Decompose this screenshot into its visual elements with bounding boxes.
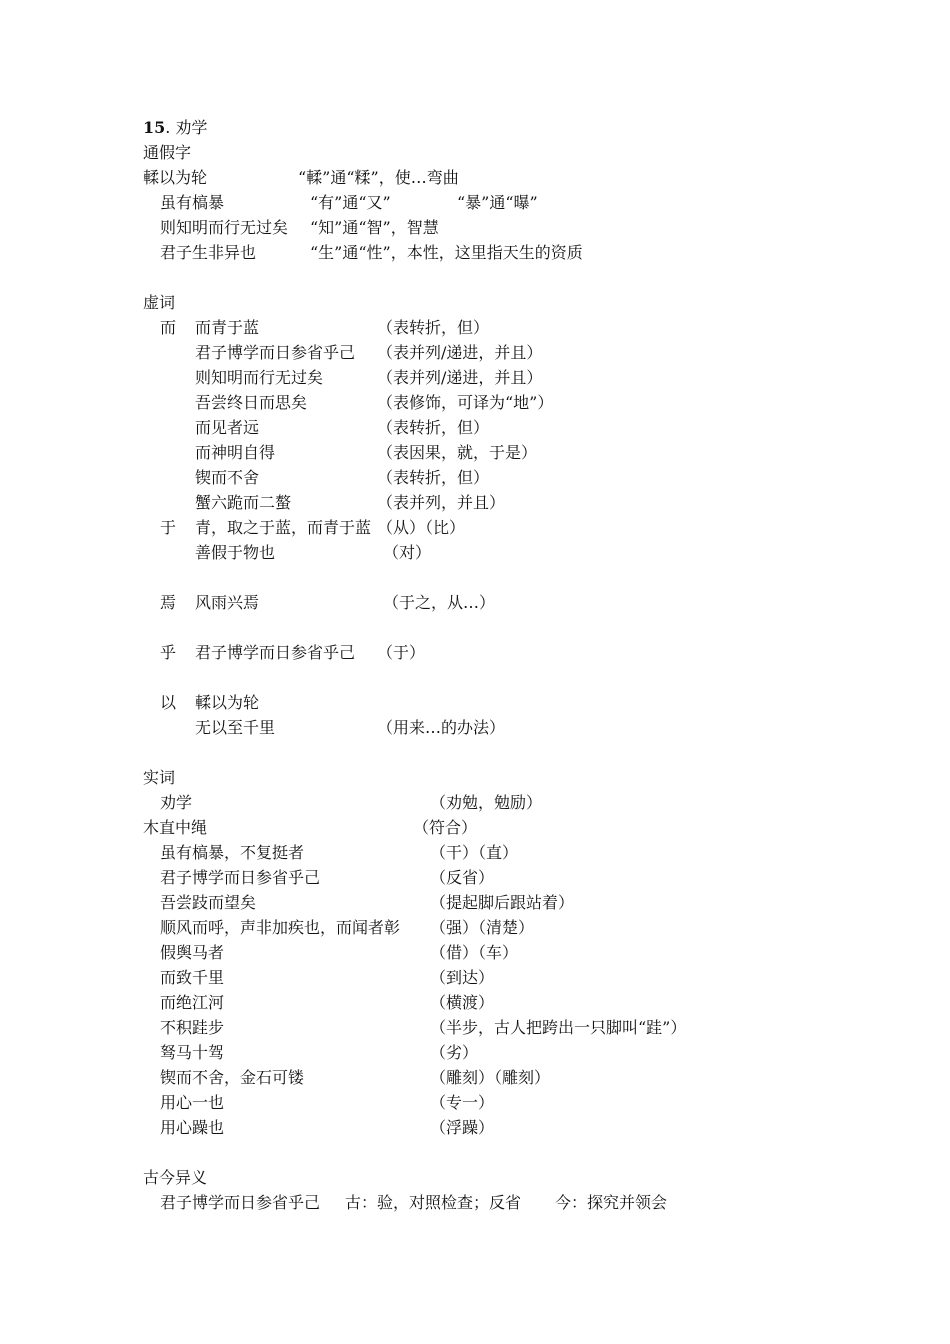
- shici-note: （劣）: [430, 1043, 479, 1062]
- shici-phrase: 吾尝跂而望矣: [160, 893, 257, 912]
- xuci-note: （对）: [383, 543, 432, 562]
- shici-phrase: 用心躁也: [160, 1118, 225, 1137]
- shici-note: （提起脚后跟站着）: [430, 893, 575, 912]
- section-heading-shici: 实词: [143, 768, 176, 787]
- xuci-phrase: 则知明而行无过矣: [195, 368, 324, 387]
- xuci-phrase: 蟹六跪而二螯: [195, 493, 292, 512]
- tongjiazi-note: “輮”通“糅”，使…弯曲: [298, 168, 459, 187]
- xuci-note: （表因果，就，于是）: [377, 443, 538, 462]
- shici-phrase: 假舆马者: [160, 943, 225, 962]
- shici-phrase: 驽马十驾: [160, 1043, 225, 1062]
- shici-note: （符合）: [413, 818, 478, 837]
- gujinyiyi-phrase: 君子博学而日参省乎己: [160, 1193, 321, 1212]
- xuci-phrase: 而青于蓝: [195, 318, 260, 337]
- xuci-char: 于: [160, 518, 177, 537]
- xuci-note: （表并列/递进，并且）: [377, 368, 543, 387]
- shici-note: （半步，古人把跨出一只脚叫“跬”）: [430, 1018, 687, 1037]
- gujinyiyi-modern: 今：探究并领会: [555, 1193, 668, 1212]
- shici-phrase: 用心一也: [160, 1093, 225, 1112]
- shici-note: （浮躁）: [430, 1118, 495, 1137]
- shici-phrase: 顺风而呼，声非加疾也，而闻者彰: [160, 918, 401, 937]
- shici-note: （反省）: [430, 868, 495, 887]
- xuci-char: 乎: [160, 643, 177, 662]
- xuci-note: （表修饰，可译为“地”）: [377, 393, 554, 412]
- shici-phrase: 木直中绳: [143, 818, 208, 837]
- xuci-note: （于）: [377, 643, 426, 662]
- xuci-phrase: 善假于物也: [195, 543, 276, 562]
- tongjiazi-phrase: 輮以为轮: [143, 168, 208, 187]
- shici-phrase: 不积跬步: [160, 1018, 225, 1037]
- shici-phrase: 而绝江河: [160, 993, 225, 1012]
- xuci-phrase: 吾尝终日而思矣: [195, 393, 308, 412]
- xuci-char: 焉: [160, 593, 177, 612]
- tongjiazi-phrase: 君子生非异也: [160, 243, 257, 262]
- shici-note: （干）（直）: [430, 843, 519, 862]
- section-heading-gujinyiyi: 古今异义: [143, 1168, 208, 1187]
- shici-phrase: 锲而不舍，金石可镂: [160, 1068, 305, 1087]
- lesson-number: 15: [143, 118, 166, 137]
- section-heading-tongjiazi: 通假字: [143, 143, 192, 162]
- shici-note: （雕刻）（雕刻）: [430, 1068, 551, 1087]
- xuci-note: （表转折，但）: [377, 318, 490, 337]
- shici-note: （到达）: [430, 968, 495, 987]
- xuci-phrase: 锲而不舍: [195, 468, 260, 487]
- shici-note: （劝勉，勉励）: [430, 793, 543, 812]
- shici-phrase: 虽有槁暴，不复挺者: [160, 843, 305, 862]
- section-heading-xuci: 虚词: [143, 293, 176, 312]
- tongjiazi-note-2: “暴”通“曝”: [457, 193, 538, 212]
- xuci-phrase: 青，取之于蓝，而青于蓝: [195, 518, 372, 537]
- tongjiazi-phrase: 则知明而行无过矣: [160, 218, 289, 237]
- tongjiazi-note: “知”通“智”，智慧: [310, 218, 439, 237]
- xuci-note: （从）（比）: [377, 518, 466, 537]
- xuci-phrase: 輮以为轮: [195, 693, 260, 712]
- lesson-heading: [143, 115, 207, 140]
- xuci-note: （表转折，但）: [377, 468, 490, 487]
- shici-phrase: 而致千里: [160, 968, 225, 987]
- xuci-char: 而: [160, 318, 177, 337]
- xuci-phrase: 而神明自得: [195, 443, 276, 462]
- xuci-phrase: 君子博学而日参省乎己: [195, 643, 356, 662]
- xuci-phrase: 无以至千里: [195, 718, 276, 737]
- xuci-note: （表并列/递进，并且）: [377, 343, 543, 362]
- shici-note: （强）（清楚）: [430, 918, 535, 937]
- shici-note: （横渡）: [430, 993, 495, 1012]
- xuci-char: 以: [160, 693, 177, 712]
- gujinyiyi-ancient: 古：验，对照检查；反省: [345, 1193, 522, 1212]
- tongjiazi-note: “生”通“性”，本性，这里指天生的资质: [310, 243, 583, 262]
- xuci-note: （表并列，并且）: [377, 493, 506, 512]
- tongjiazi-note: “有”通“又”: [310, 193, 391, 212]
- xuci-phrase: 风雨兴焉: [195, 593, 260, 612]
- shici-note: （借）（车）: [430, 943, 519, 962]
- xuci-phrase: 而见者远: [195, 418, 260, 437]
- xuci-note: （用来…的办法）: [377, 718, 506, 737]
- shici-phrase: 君子博学而日参省乎己: [160, 868, 321, 887]
- shici-note: （专一）: [430, 1093, 495, 1112]
- xuci-note: （于之，从…）: [383, 593, 496, 612]
- lesson-title: . 劝学: [165, 118, 208, 137]
- xuci-note: （表转折，但）: [377, 418, 490, 437]
- tongjiazi-phrase: 虽有槁暴: [160, 193, 225, 212]
- shici-phrase: 劝学: [160, 793, 193, 812]
- xuci-phrase: 君子博学而日参省乎己: [195, 343, 356, 362]
